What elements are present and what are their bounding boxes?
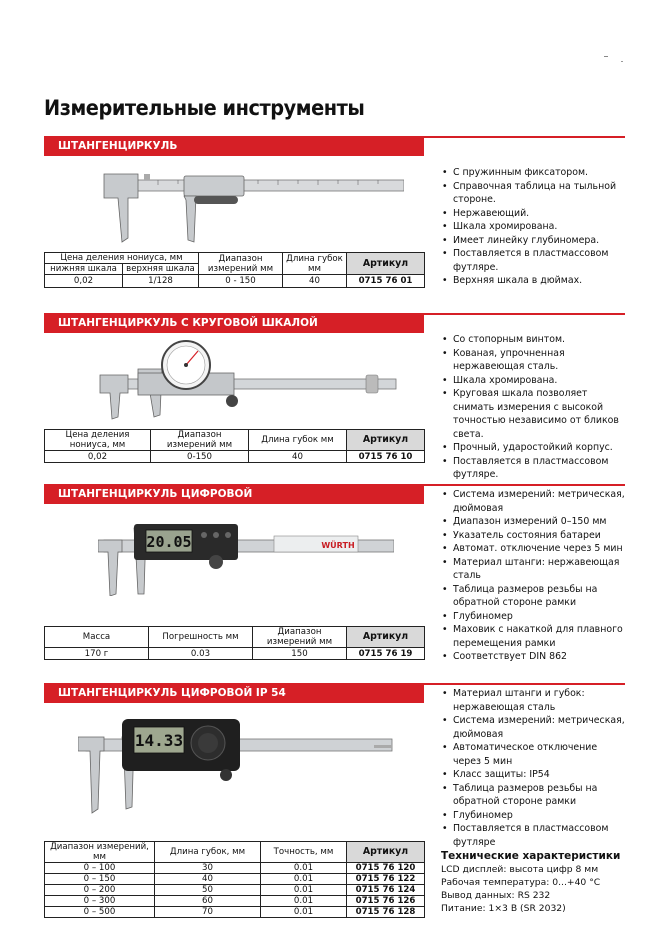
table-header: Длина губок, мм <box>155 842 261 863</box>
table-cell: 70 <box>155 907 261 918</box>
digital-caliper-image <box>98 510 394 596</box>
table-header-article: Артикул <box>347 627 425 648</box>
feature-item: • Верхняя шкала в дюймах. <box>441 274 625 288</box>
lcd-reading: 14.33 <box>134 731 184 750</box>
feature-item: • Система измерений: метрическая, дюймовая <box>441 714 625 741</box>
table-header: Диапазон измерений мм <box>151 430 249 451</box>
table-cell: 0 – 500 <box>45 907 155 918</box>
section-digital-caliper-ip54 <box>44 683 625 915</box>
tech-spec-line: Питание: 1×3 В (SR 2032) <box>441 903 566 914</box>
table-header: Длина губок мм <box>249 430 347 451</box>
feature-item: • Автомат. отключение через 5 мин <box>441 542 625 556</box>
table-cell-article: 0715 76 122 <box>347 874 425 885</box>
table-header: Цена деления нониуса, мм <box>45 430 151 451</box>
table-cell-article: 0715 76 01 <box>347 275 425 288</box>
lcd-reading: 20.05 <box>146 533 192 551</box>
table-cell-article: 0715 76 128 <box>347 907 425 918</box>
feature-item: • Поставляется в пластмассовом футляре. <box>441 455 625 482</box>
spec-table <box>44 841 425 918</box>
table-header-article: Артикул <box>347 430 425 451</box>
table-cell: 40 <box>155 874 261 885</box>
table-header: Диапазон измерений мм <box>253 627 347 648</box>
feature-item: • Диапазон измерений 0–150 мм <box>441 515 625 529</box>
table-cell: 170 г <box>45 648 149 660</box>
spec-table <box>44 429 425 463</box>
feature-item: • Автоматическое отключение через 5 мин <box>441 741 625 768</box>
section-title: ШТАНГЕНЦИРКУЛЬ ЦИФРОВОЙ <box>44 484 424 504</box>
table-header: Точность, мм <box>261 842 347 863</box>
section-rule <box>424 484 625 486</box>
table-row <box>45 874 425 885</box>
table-cell: 0 - 150 <box>199 275 283 288</box>
feature-item: • С пружинным фиксатором. <box>441 166 625 180</box>
table-cell: 40 <box>249 451 347 463</box>
table-cell: 50 <box>155 885 261 896</box>
table-header: Диапазон измерений, мм <box>45 842 155 863</box>
feature-item: • Нержавеющий. <box>441 207 625 221</box>
table-cell: 0.01 <box>261 885 347 896</box>
table-row <box>45 885 425 896</box>
feature-item: • Шкала хромирована. <box>441 374 625 388</box>
feature-item: • Имеет линейку глубиномера. <box>441 234 625 248</box>
section-rule <box>424 136 625 138</box>
table-cell-article: 0715 76 126 <box>347 896 425 907</box>
feature-item: • Справочная таблица на тыльной стороне. <box>441 180 625 207</box>
table-cell: 0 – 200 <box>45 885 155 896</box>
tech-specs <box>441 863 625 915</box>
table-cell-article: 0715 76 124 <box>347 885 425 896</box>
table-row <box>45 896 425 907</box>
table-cell: 60 <box>155 896 261 907</box>
table-cell: 0 – 300 <box>45 896 155 907</box>
feature-item: • Со стопорным винтом. <box>441 333 625 347</box>
table-cell: 0.01 <box>261 874 347 885</box>
table-row <box>45 275 425 288</box>
tech-spec-line: Вывод данных: RS 232 <box>441 890 551 901</box>
table-row <box>45 648 425 660</box>
section-rule <box>424 313 625 315</box>
brand-logo: WÜRTH <box>321 541 355 550</box>
feature-item: • Система измерений: метрическая, дюймовая <box>441 488 625 515</box>
table-cell: 40 <box>283 275 347 288</box>
table-header: Цена деления нониуса, мм <box>45 253 199 264</box>
table-header: Длина губок мм <box>283 253 347 275</box>
feature-item: • Указатель состояния батареи <box>441 529 625 543</box>
table-header-article: Артикул <box>347 842 425 863</box>
table-row <box>45 863 425 874</box>
page-title: Измерительные инструменты <box>44 96 365 120</box>
table-header-article: Артикул <box>347 253 425 275</box>
spec-table <box>44 252 425 288</box>
vernier-caliper-image <box>98 170 404 246</box>
feature-item: • Прочный, ударостойкий корпус. <box>441 441 625 455</box>
table-cell: 0.01 <box>261 907 347 918</box>
tech-spec-line: LCD дисплей: высота цифр 8 мм <box>441 864 599 875</box>
table-cell: 30 <box>155 863 261 874</box>
feature-item: • Поставляется в пластмассовом футляре <box>441 822 625 849</box>
feature-item: • Класс защиты: IP54 <box>441 768 625 782</box>
table-cell: 0,02 <box>45 451 151 463</box>
feature-item: • Материал штанги: нержавеющая сталь <box>441 556 625 583</box>
feature-item: • Соответствует DIN 862 <box>441 650 625 664</box>
table-row <box>45 451 425 463</box>
table-cell: 1/128 <box>123 275 199 288</box>
table-cell-article: 0715 76 10 <box>347 451 425 463</box>
section-dial-caliper <box>44 313 625 480</box>
table-header: Диапазон измерений мм <box>199 253 283 275</box>
feature-list <box>441 333 625 482</box>
table-cell: 0.01 <box>261 863 347 874</box>
table-subheader: нижняя шкала <box>45 264 123 275</box>
feature-block <box>441 687 625 915</box>
feature-item: • Таблица размеров резьбы на обратной стороне рамки <box>441 782 625 809</box>
table-row <box>45 907 425 918</box>
feature-item: • Шкала хромирована. <box>441 220 625 234</box>
feature-list <box>441 687 625 849</box>
feature-item: • Кованая, упрочненная нержавеющая сталь. <box>441 347 625 374</box>
table-cell: 0.03 <box>149 648 253 660</box>
table-cell: 150 <box>253 648 347 660</box>
section-title: ШТАНГЕНЦИРКУЛЬ <box>44 136 424 156</box>
feature-list <box>441 166 625 288</box>
feature-item: • Глубиномер <box>441 610 625 624</box>
section-title: ШТАНГЕНЦИРКУЛЬ ЦИФРОВОЙ IP 54 <box>44 683 424 703</box>
table-cell: 0.01 <box>261 896 347 907</box>
feature-item: • Поставляется в пластмассовом футляре. <box>441 247 625 274</box>
tech-specs-title: Технические характеристики <box>441 850 621 862</box>
section-rule <box>424 683 625 685</box>
table-cell: 0 – 100 <box>45 863 155 874</box>
feature-list <box>441 488 625 664</box>
table-cell-article: 0715 76 120 <box>347 863 425 874</box>
section-digital-caliper <box>44 484 625 664</box>
tech-spec-line: Рабочая температура: 0...+40 °С <box>441 877 601 888</box>
section-title: ШТАНГЕНЦИРКУЛЬ С КРУГОВОЙ ШКАЛОЙ <box>44 313 424 333</box>
table-cell-article: 0715 76 19 <box>347 648 425 660</box>
page-mark-small <box>621 61 623 62</box>
dial-caliper-image <box>98 339 398 423</box>
feature-item: • Круговая шкала позволяет снимать измерения с высокой точностью независимо от бликов света. <box>441 387 625 441</box>
table-header: Погрешность мм <box>149 627 253 648</box>
page-mark <box>604 56 608 57</box>
feature-item: • Материал штанги и губок: нержавеющая сталь <box>441 687 625 714</box>
section-vernier-caliper <box>44 136 625 296</box>
table-cell: 0-150 <box>151 451 249 463</box>
table-subheader: верхняя шкала <box>123 264 199 275</box>
table-cell: 0,02 <box>45 275 123 288</box>
spec-table <box>44 626 425 660</box>
feature-item: • Глубиномер <box>441 809 625 823</box>
table-cell: 0 – 150 <box>45 874 155 885</box>
table-header: Масса <box>45 627 149 648</box>
feature-item: • Маховик с накаткой для плавного перемещения рамки <box>441 623 625 650</box>
feature-item: • Таблица размеров резьбы на обратной стороне рамки <box>441 583 625 610</box>
ip54-caliper-image <box>78 715 394 815</box>
